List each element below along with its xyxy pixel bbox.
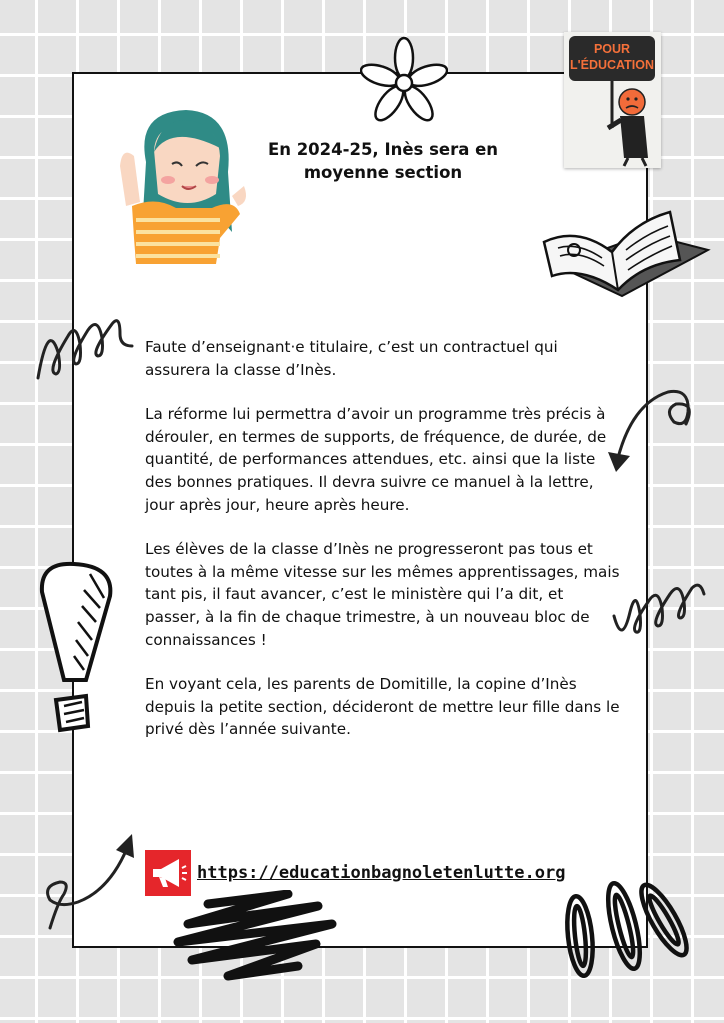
paragraph-1: Faute d’enseignant·e titulaire, c’est un contractuel qui assurera la classe d’Inès. — [145, 338, 558, 379]
paragraph-2: La réforme lui permettra d’avoir un programme très précis à dérouler, en termes de supports, de fréquence, de durée, de quantité, de performances attendues, etc. ainsi que la liste des bonnes pratiques. Il devra suivre ce manuel à la lettre, jour après jour, heure après heure. — [145, 405, 607, 514]
loops-doodle-left — [28, 312, 140, 384]
petal-doodle — [560, 876, 700, 988]
poster-line-1: POUR — [593, 42, 631, 56]
loops-doodle-right — [608, 576, 708, 648]
exclamation-icon — [34, 560, 118, 738]
protest-poster — [564, 32, 661, 168]
paragraph-3: Les élèves de la classe d’Inès ne progresseront pas tous et toutes à la même vitesse sur les mêmes apprentissages, mais tant pis, il faut avancer, c’est le ministère qui l’a dit, et passer, à la fin de chaque trimestre, à un nouveau bloc de connaissances ! — [145, 540, 620, 649]
megaphone-icon — [149, 856, 187, 890]
paragraph-4: En voyant cela, les parents de Domitille, la copine d’Inès depuis la petite section, décideront de mettre leur fille dans le privé dès l’année suivante. — [145, 675, 620, 739]
page-title: En 2024-25, Inès sera en moyenne section — [267, 140, 499, 182]
body-text — [145, 336, 623, 763]
flower-icon — [360, 36, 448, 130]
protester-icon — [564, 32, 661, 168]
girl-illustration — [116, 102, 252, 268]
poster-line-2: L'ÉDUCATION — [570, 58, 654, 72]
website-link[interactable]: https://educationbagnoletenlutte.org — [197, 863, 566, 883]
scribble-doodle — [168, 890, 340, 982]
open-book-icon — [538, 204, 716, 312]
swirl-arrow-icon — [40, 832, 140, 932]
